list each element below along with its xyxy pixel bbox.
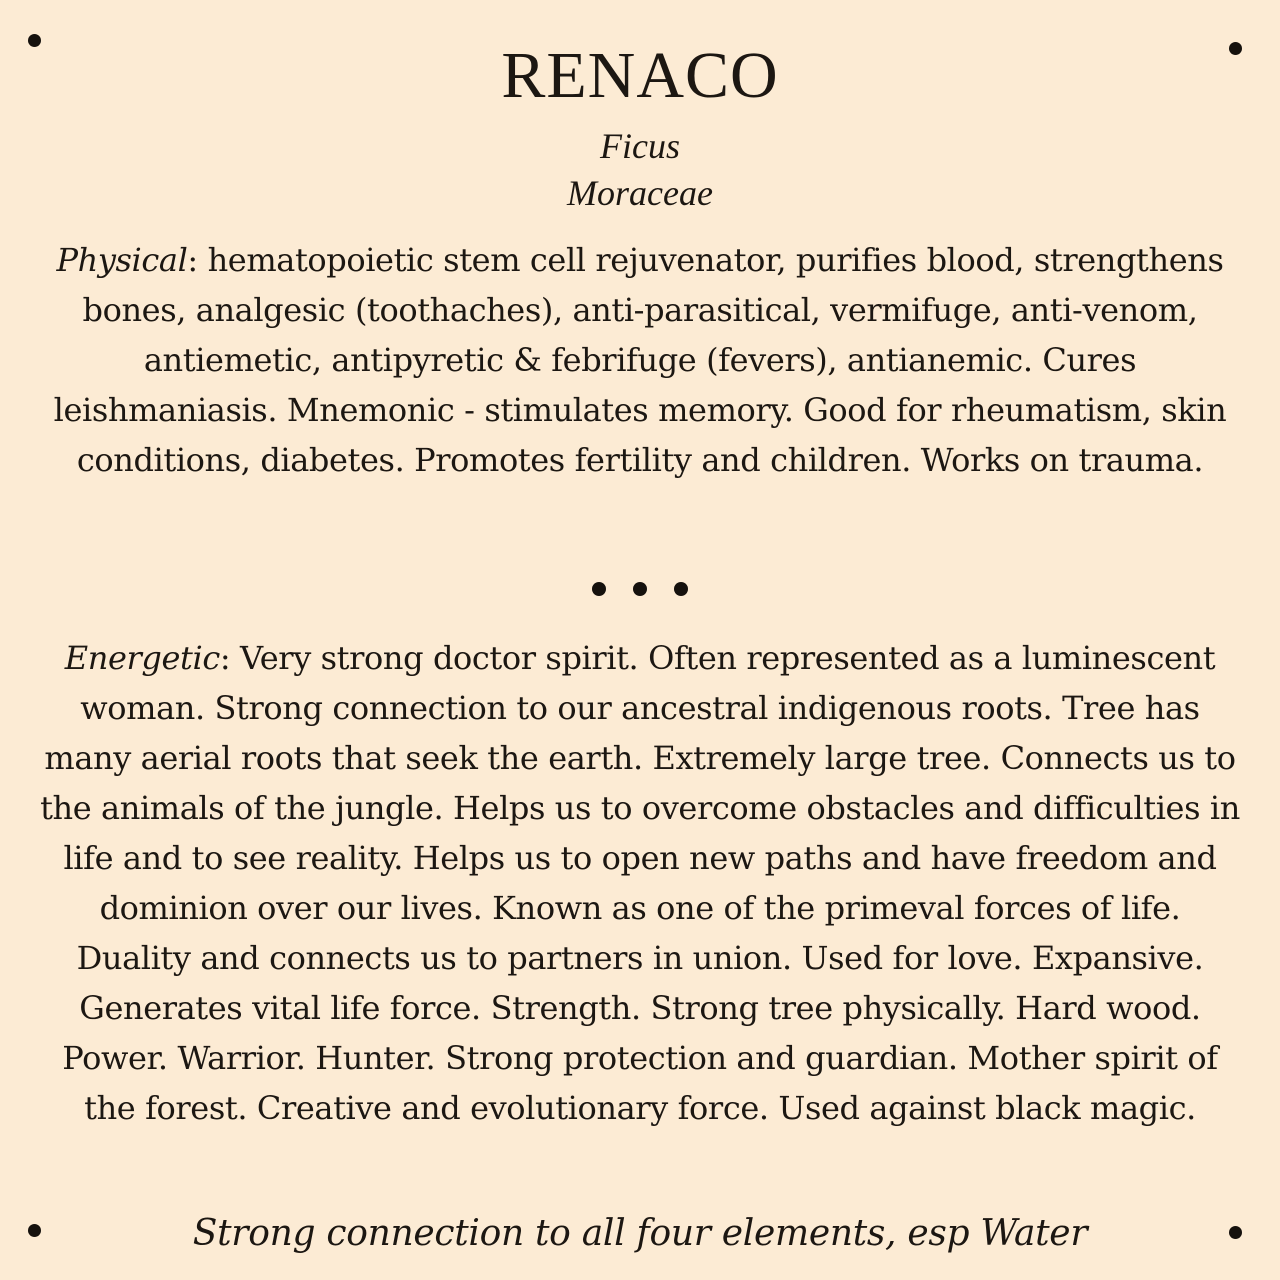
divider-dot xyxy=(633,582,647,596)
footer-note: Strong connection to all four elements, esp Water xyxy=(192,1213,1088,1254)
family-name: Moraceae xyxy=(567,173,713,213)
divider-dot xyxy=(592,582,606,596)
physical-section xyxy=(40,235,1240,485)
section-divider xyxy=(0,582,1280,596)
page-title: RENACO xyxy=(501,39,779,112)
physical-text: : hematopoietic stem cell rejuvenator, purifies blood, strengthens bones, analgesic (toothaches), anti-parasitical, vermifuge, anti-venom, antiemetic, antipyretic & febrifuge (fevers), antianemic. Cures leishmaniasis. Mnemonic - stimulates memory. Good for rheumatism, skin conditions, diabetes. Promotes fertility and children. Works on trauma. xyxy=(53,241,1227,479)
energetic-section xyxy=(40,633,1240,1133)
physical-label: Physical xyxy=(56,241,188,279)
energetic-label: Energetic xyxy=(64,639,220,677)
genus-name: Ficus xyxy=(600,126,680,166)
divider-dot xyxy=(674,582,688,596)
energetic-text: : Very strong doctor spirit. Often represented as a luminescent woman. Strong connection to our ancestral indigenous roots. Tree has many aerial roots that seek the earth. Extremely large tree. Connects us to the animals of the jungle. Helps us to overcome obstacles and difficulties in life and to see reality. Helps us to open new paths and have freedom and dominion over our lives. Known as one of the primeval forces of life. Duality and connects us to partners in union. Used for love. Expansive. Generates vital life force. Strength. Strong tree physically. Hard wood. Power. Warrior. Hunter. Strong protection and guardian. Mother spirit of the forest. Creative and evolutionary force. Used against black magic. xyxy=(40,639,1240,1127)
